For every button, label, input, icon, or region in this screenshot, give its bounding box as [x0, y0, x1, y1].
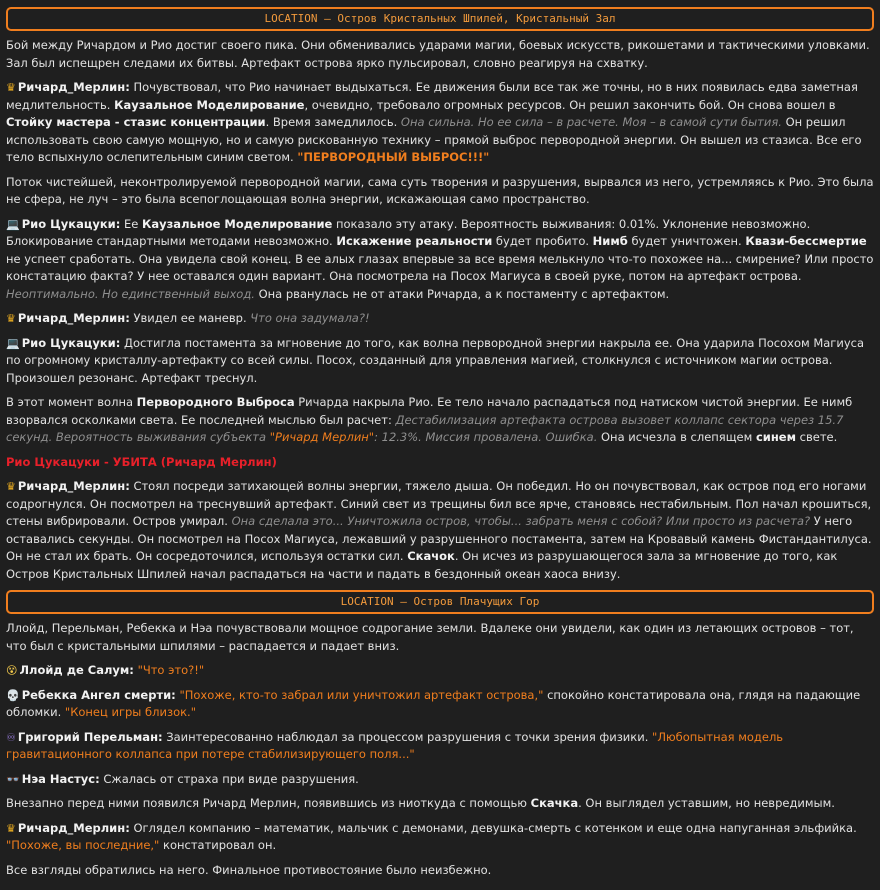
speaker-name: Ребекка Ангел смерти:	[21, 687, 176, 702]
speaker-name: Григорий Перельман:	[17, 729, 163, 744]
message-lloyd	[6, 662, 874, 680]
death-notice: Рио Цукацуки - УБИТА (Ричард Мерлин)	[6, 454, 277, 469]
crown-icon: ♛	[6, 312, 16, 325]
narration-paragraph: Внезапно перед ними появился Ричард Мерлин, появившись из ниоткуда с помощью Скачка. Он выглядел уставшим, но невредимым.	[6, 796, 835, 810]
speaker-name: Ричард_Мерлин:	[17, 80, 130, 94]
laptop-icon: 💻	[6, 217, 20, 231]
speaker-name: Ллойд де Салум:	[19, 663, 134, 677]
message-richard: ♛ Ричард_Мерлин: Стоял посреди затихающей волны энергии, тяжело дыша. Он победил. Но он почувствовал, как остров под его ногами содрогнулся. Он посмотрел на треснувший артефакт. Синий свет из трещины бил все ярче, становясь нестабильным. Пол начал крошиться, стены вибрировали. Остров умирал. Она сделала это... Уничтожила остров, чтобы... забрать меня с собой? Или просто из расчета? У него оставались секунды. Он посмотрел на Посох Магиуса, лежавший у разрушенного постамента, затем на Кровавый камень Фистандантилуса. Он не стал их брать. Он сосредоточился, используя остатки сил. Скачок. Он исчез из разрушающегося зала за мгновение до того, как Остров Кристальных Шпилей начал распадаться на части и падать в бездонный океан хаоса внизу.	[6, 479, 872, 581]
speech-text: "Любопытная модель гравитационного коллапса при потере стабилизирующего поля..."	[6, 729, 784, 761]
narration-paragraph: Поток чистейшей, неконтролируемой первородной магии, сама суть творения и разрушения, вырвался из него, устремляясь к Рио. Это была не сфера, не луч – это была всепоглощающая волна энергии, искажающая само пространство.	[6, 174, 874, 206]
speech-text: "Похоже, кто-то забрал или уничтожил артефакт острова,"	[179, 687, 544, 702]
infinity-icon: ♾	[6, 730, 16, 744]
message-richard: ♛ Ричард_Мерлин: Почувствовал, что Рио начинает выдыхаться. Ее движения были все так же точны, но в них появилась едва заметная медлительность. Каузальное Моделирование, очевидно, требовало огромных ресурсов. Он решил закончить бой. Он снова вошел в Стойку мастера - стазис концентрации. Время замедлилось. Она сильна. Но ее сила – в расчете. Моя – в самой сути бытия. Он решил использовать свою самую мощную, но и самую рискованную технику – прямой выброс первородной энергии. Он вышел из стазиса. Все его тело вспыхнуло ослепительным синим светом. "ПЕРВОРОДНЫЙ ВЫБРОС!!!"	[6, 80, 862, 164]
narration-paragraph: Все взгляды обратились на него. Финальное противостояние было неизбежно.	[6, 862, 492, 877]
laptop-icon: 💻	[6, 336, 20, 350]
message-rio: 💻 Рио Цукацуки: Ее Каузальное Моделирование показало эту атаку. Вероятность выживания: 0.01%. Уклонение невозможно. Блокирование стандартными методами невозможно. Искажение реальности будет пробито. Нимб будет уничтожен. Квази-бессмертие не успеет сработать. Она увидела свой конец. В ее алых глазах впервые за все время мелькнуло что-то похожее на... смирение? Или просто констатацию факта? У нее оставался один вариант. Она посмотрела на Посох Магиуса в своей руке, потом на артефакт острова. Неоптимально. Но единственный выход. Она рванулась не от атаки Ричарда, а к постаменту с артефактом.	[6, 216, 874, 301]
speaker-name: Нэа Настус:	[21, 771, 100, 786]
thought-text: Она сильна. Но ее сила – в расчете. Моя – в самой сути бытия.	[400, 115, 782, 129]
speaker-name: Ричард_Мерлин:	[17, 820, 130, 835]
speech-text: "Конец игры близок."	[64, 705, 196, 719]
narration-paragraph: В этот момент волна Первородного Выброса Ричарда накрыла Рио. Ее тело начало распадаться под натиском чистой энергии. Ее нимб взорвался осколками света. Ее последней мыслью был расчет: Дестабилизация артефакта острова вызовет коллапс сектора через 15.7 секунд. Вероятность выживания субъекта "Ричард Мерлин": 12.3%. Миссия провалена. Ошибка. Она исчезла в слепящем синем свете.	[6, 395, 853, 444]
chat-log	[0, 7, 880, 879]
thought-text: Она сделала это... Уничтожила остров, чтобы... забрать меня с собой? Или просто из расчета?	[231, 514, 811, 528]
message-richard: ♛ Ричард_Мерлин: Оглядел компанию – математик, мальчик с демонами, девушка-смерть с котенком и еще одна напуганная эльфийка. "Похоже, вы последние," констатировал он.	[6, 820, 857, 852]
skull-icon: 💀	[6, 688, 20, 702]
speaker-name: Рио Цукацуки:	[21, 216, 121, 231]
thought-text: Что она задумала?!	[250, 311, 370, 325]
narration-paragraph: Бой между Ричардом и Рио достиг своего пика. Они обменивались ударами магии, боевых искусств, рикошетами и тактическими уловками. Зал был испещрен следами их битвы. Артефакт острова ярко пульсировал, словно реагируя на схватку.	[6, 38, 870, 70]
message-richard: ♛ Ричард_Мерлин: Увидел ее маневр. Что она задумала?!	[6, 311, 370, 325]
thought-name: "Ричард Мерлин"	[269, 430, 375, 444]
speech-text: "Что это?!"	[137, 663, 205, 677]
message-perelman: ♾ Григорий Перельман: Заинтересованно наблюдал за процессом разрушения с точки зрения физики. "Любопытная модель гравитационного коллапса при потере стабилизирующего поля..."	[6, 729, 784, 761]
thought-text: Дестабилизация артефакта острова вызовет коллапс сектора через 15.7 секунд. Вероятность выживания субъекта	[6, 412, 844, 444]
speech-text: "Похоже, вы последние,"	[6, 838, 160, 852]
speech-text: "ПЕРВОРОДНЫЙ ВЫБРОС!!!"	[297, 150, 490, 164]
message-nea: 👓 Нэа Настус: Сжалась от страха при виде разрушения.	[6, 771, 359, 786]
message-rebecca: 💀 Ребекка Ангел смерти: "Похоже, кто-то забрал или уничтожил артефакт острова," спокойно констатировала она, глядя на падающие обломки. "Конец игры близок."	[6, 687, 861, 719]
confused-face-icon: 😵	[6, 664, 18, 677]
location-banner: LOCATION – Остров Кристальных Шпилей, Кристальный Зал	[6, 7, 874, 31]
location-banner: LOCATION – Остров Плачущих Гор	[6, 590, 874, 614]
speaker-name: Рио Цукацуки:	[21, 335, 121, 350]
crown-icon: ♛	[6, 821, 16, 835]
message-rio: 💻 Рио Цукацуки: Достигла постамента за мгновение до того, как волна первородной энергии накрыла ее. Она ударила Посохом Магиуса по огромному кристаллу-артефакту со всей силы. Посох, созданный для управления магией, столкнулся с источником магии острова. Произошел резонанс. Артефакт треснул.	[6, 335, 864, 385]
glasses-icon: 👓	[6, 772, 20, 786]
thought-text: Неоптимально. Но единственный выход.	[6, 286, 255, 301]
crown-icon: ♛	[6, 480, 16, 493]
speaker-name: Ричард_Мерлин:	[17, 311, 130, 325]
speaker-name: Ричард_Мерлин:	[17, 479, 130, 493]
crown-icon: ♛	[6, 81, 16, 94]
narration-paragraph: Ллойд, Перельман, Ребекка и Нэа почувствовали мощное содрогание земли. Вдалеке они увидели, как один из летающих островов – тот, что был с кристальными шпилями – распадается и падает вниз.	[6, 621, 854, 653]
